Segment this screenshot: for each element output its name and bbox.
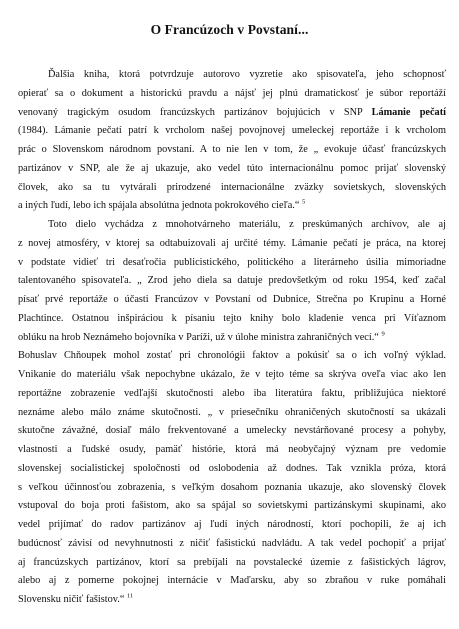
text-fragment: venovaný tragickým osudom francúzskych partizánov bojujúcich v SNP — [18, 106, 363, 118]
text-line: partizánov v SNP, ale že aj ukazuje, ako vedel túto internacionálnu pomoc prijať slovenský — [18, 162, 446, 174]
text-line: Bohuslav Chňoupek mohol zostať pri chronológii faktov a pokúsiť sa o ich voľný výklad. — [18, 350, 446, 362]
text-line: Plachtince. Ostatnou inšpiráciou k písaniu tejto knihy bolo kladenie venca pri Víťaznom — [18, 312, 446, 324]
text-line: neznáme alebo málo známe skutočnosti. „ v priesečníku ohraničených skutočností sa ukázali — [18, 406, 446, 418]
text-fragment: Slovensku ničiť fašistov.“ — [18, 594, 125, 605]
footnote-ref: 11 — [126, 592, 134, 600]
text-line: slovenskej socialistickej spoločnosti od oslobodenia až dodnes. Tak vznikla próza, ktorá — [18, 462, 446, 474]
text-line: opierať sa o dokument a historickú pravdu a nájsť jej plnú dramatickosť je súbor reportáží — [18, 87, 446, 99]
text-line: reportážne zobrazenie vedľajší skutočnosti alebo iba literatúra faktu, približujúca niektoré — [18, 387, 446, 399]
text-line: Toto dielo vychádza z mnohotvárneho materiálu, z preskúmaných archívov, ale aj — [48, 219, 446, 230]
text-line: vstupoval do boja proti fašistom, ako sa spájal so sovietskymi partizánskymi skupinami, ako — [18, 500, 446, 512]
text-line — [18, 197, 446, 216]
text-line: Ďalšia kniha, ktorá potvrdzuje autorovo vyzretie ako spisovateľa, jeho schopnosť — [48, 69, 446, 80]
text-line: Vnikanie do materiálu však nepochybne ukázalo, že v tejto téme sa skrýva oveľa viac ako len — [18, 369, 446, 380]
text-line: prác o Slovenskom národnom povstaní. A to nie len v tom, že „ evokuje účasť francúzskych — [18, 144, 446, 155]
body-text — [18, 66, 446, 610]
page-title: O Francúzoch v Povstaní... — [150, 22, 309, 37]
text-line: (1984). Lámanie pečatí patrí k vrcholom našej povojnovej umeleckej reportáže i k vrcholom — [18, 125, 446, 137]
footnote-ref: 5 — [302, 198, 306, 206]
text-fragment: a iných ľudí, lebo ich spájala absolútna jednota pokrokového cieľa.“ — [18, 200, 300, 212]
text-line: v podstate vidieť tri desaťročia publicistického, politického a literárneho úsilia mimoriadne — [18, 256, 446, 268]
bold-title: Lámanie pečatí — [371, 106, 446, 118]
text-line — [18, 329, 446, 348]
text-line: písať prvé reportáže o účasti Francúzov v Povstaní od Dubnice, Strečna po Krupinu a Horné — [18, 294, 446, 305]
text-line: vlastnosti a ľudské osudy, pamäť histórie, ktorá má neobyčajný význam pre vedomie — [18, 444, 446, 455]
text-line: aj francúzskych partizánov, ktorí sa prebíjali na povstalecké územie z fašistických lágrov, — [18, 556, 446, 568]
text-line: z novej atmosféry, v ktorej sa odtabuizovali aj určité témy. Lámanie pečatí je práca, na ktorej — [18, 237, 446, 249]
footnote-ref: 9 — [381, 330, 385, 338]
text-line: človek, ako sa tu vytvárali prirodzené internacionálne zväzky sovietskych, slovenských — [18, 181, 446, 193]
text-line: alebo aj z pomerne pokojnej internácie v Maďarsku, aby so zbraňou v ruke pomáhali — [18, 575, 446, 587]
text-line — [18, 591, 446, 610]
text-line: vedel prijímať do radov partizánov aj ľudí iných národností, ktorí pochopili, že aj ich — [18, 519, 446, 530]
text-line — [18, 104, 446, 123]
text-line: budúcnosť závisí od nevyhnutnosti z ničiť fašistickú nadvládu. A tak vedel pochopiť a prijať — [18, 537, 446, 549]
text-line: talentovaného spisovateľa. „ Zrod jeho diela sa datuje predovšetkým od roku 1954, keď začal — [18, 275, 446, 287]
text-line: s veľkou účinnosťou zobrazenia, s veľkým dosahom poznania ukazuje, ako slovenský človek — [18, 481, 446, 493]
text-line: skutočne závažné, dosiaľ málo frekventované a umelecky nevstárňované procesy a pohyby, — [18, 425, 446, 437]
text-fragment: oblúku na hrob Neznámeho bojovníka v Paríži, už v úlohe ministra zahraničných vecí.“ — [18, 331, 379, 343]
